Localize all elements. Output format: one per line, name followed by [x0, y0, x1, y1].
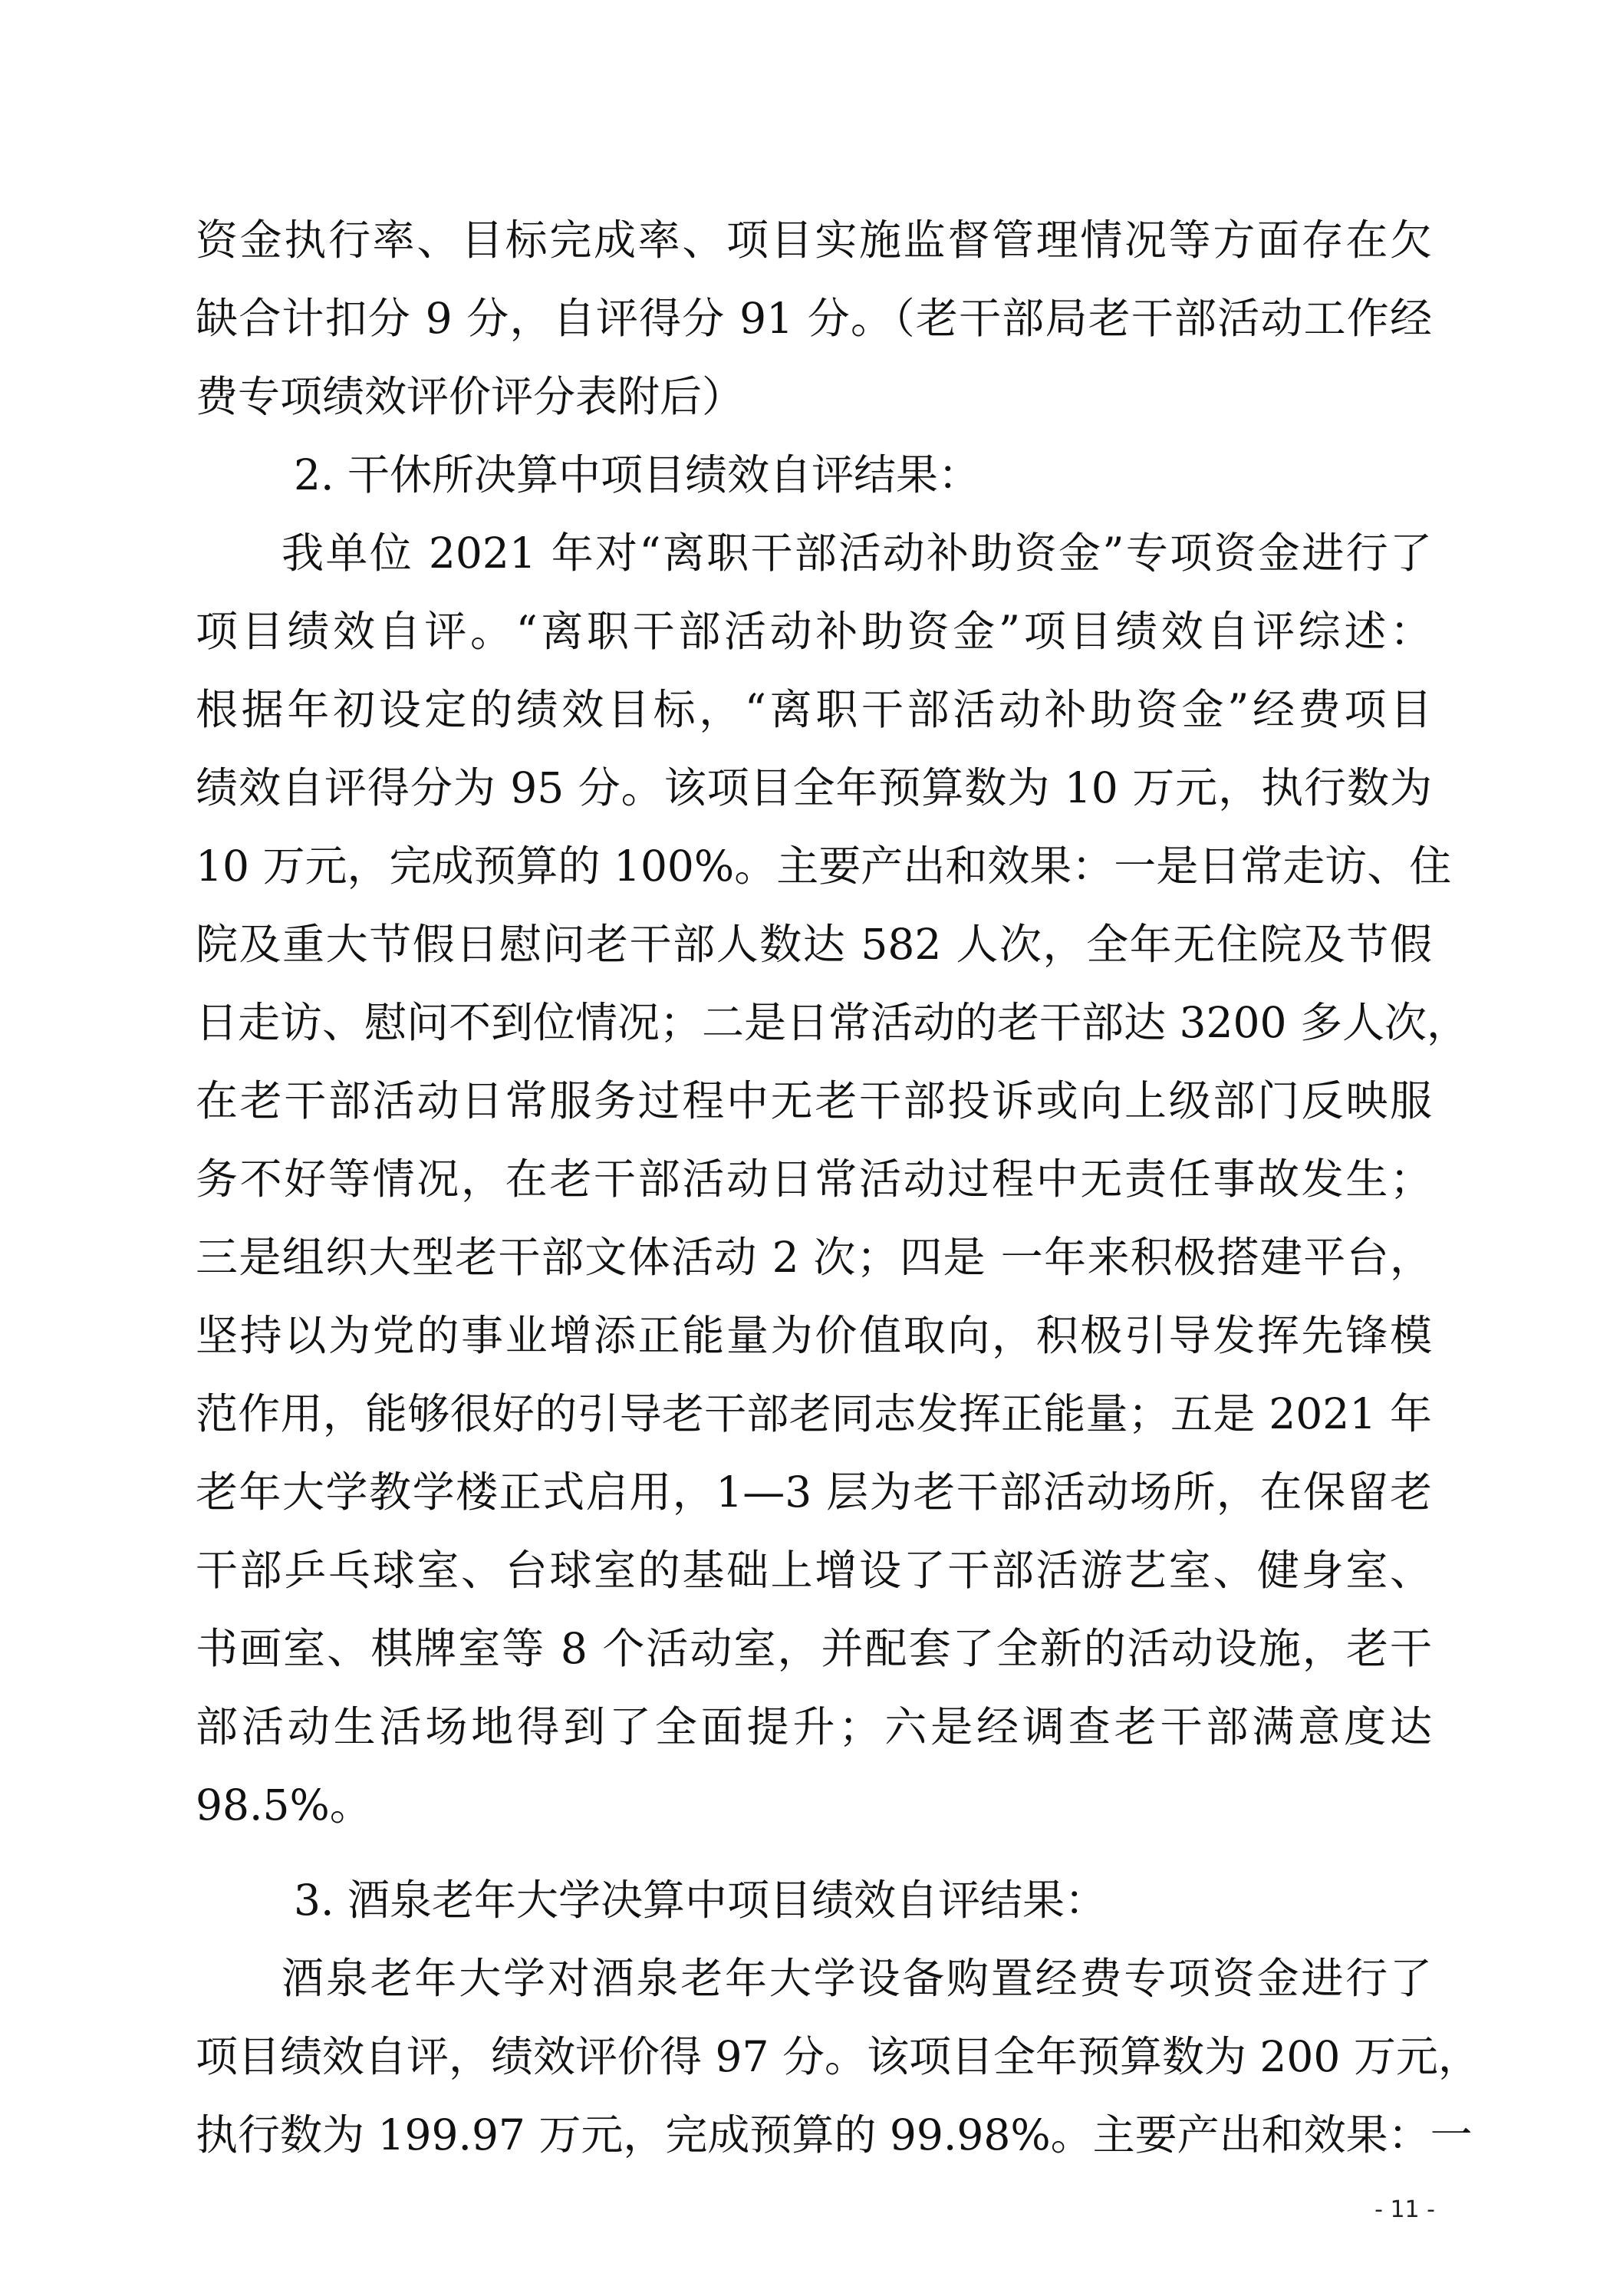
paragraph-line: 项目绩效自评，绩效评价得 97 分。该项目全年预算数为 200 万元，: [196, 2032, 1480, 2081]
paragraph-line: 范作用，能够很好的引导老干部老同志发挥正能量；五是 2021 年: [196, 1389, 1432, 1438]
document-body: [196, 201, 1480, 2174]
paragraph-line: 坚持以为党的事业增添正能量为价值取向，积极引导发挥先锋模: [196, 1311, 1432, 1360]
paragraph-line: 院及重大节假日慰问老干部人数达 582 人次，全年无住院及节假: [196, 920, 1432, 969]
paragraph-line: 执行数为 199.97 万元，完成预算的 99.98%。主要产出和效果：一: [196, 2110, 1473, 2159]
page-number: - 11 -: [1374, 2196, 1435, 2223]
section-heading: 3. 酒泉老年大学决算中项目绩效自评结果：: [294, 1876, 1107, 1925]
paragraph-line: 绩效自评得分为 95 分。该项目全年预算数为 10 万元，执行数为: [196, 763, 1432, 812]
paragraph-line: 书画室、棋牌室等 8 个活动室，并配套了全新的活动设施，老干: [196, 1624, 1432, 1673]
paragraph-line: 三是组织大型老干部文体活动 2 次；四是 一年来积极搭建平台，: [196, 1233, 1432, 1282]
paragraph-line: 务不好等情况，在老干部活动日常活动过程中无责任事故发生；: [196, 1155, 1432, 1204]
paragraph-line: 项目绩效自评。“离职干部活动补助资金”项目绩效自评综述：: [196, 607, 1432, 656]
paragraph-line: 酒泉老年大学对酒泉老年大学设备购置经费专项资金进行了: [281, 1954, 1432, 2003]
paragraph-line: 10 万元，完成预算的 100%。主要产出和效果：一是日常走访、住: [196, 842, 1452, 891]
paragraph-line: 部活动生活场地得到了全面提升；六是经调查老干部满意度达: [196, 1702, 1432, 1751]
paragraph-line: 费专项绩效评价评分表附后）: [196, 372, 745, 421]
paragraph-line: 根据年初设定的绩效目标，“离职干部活动补助资金”经费项目: [196, 685, 1432, 734]
paragraph-line: 我单位 2021 年对“离职干部活动补助资金”专项资金进行了: [281, 529, 1432, 578]
paragraph-line: 干部乒乓球室、台球室的基础上增设了干部活游艺室、健身室、: [196, 1546, 1432, 1595]
paragraph-line: 在老干部活动日常服务过程中无老干部投诉或向上级部门反映服: [196, 1076, 1432, 1125]
paragraph-line: 缺合计扣分 9 分，自评得分 91 分。（老干部局老干部活动工作经: [196, 294, 1432, 343]
paragraph-line: 老年大学教学楼正式启用，1—3 层为老干部活动场所，在保留老: [196, 1468, 1432, 1517]
paragraph-line: 98.5%。: [196, 1780, 372, 1830]
paragraph-gap: [196, 1844, 1432, 1861]
section-heading: 2. 干休所决算中项目绩效自评结果：: [294, 450, 980, 499]
paragraph-line: 资金执行率、目标完成率、项目实施监督管理情况等方面存在欠: [196, 216, 1432, 265]
paragraph-line: 日走访、慰问不到位情况；二是日常活动的老干部达 3200 多人次，: [196, 998, 1469, 1047]
